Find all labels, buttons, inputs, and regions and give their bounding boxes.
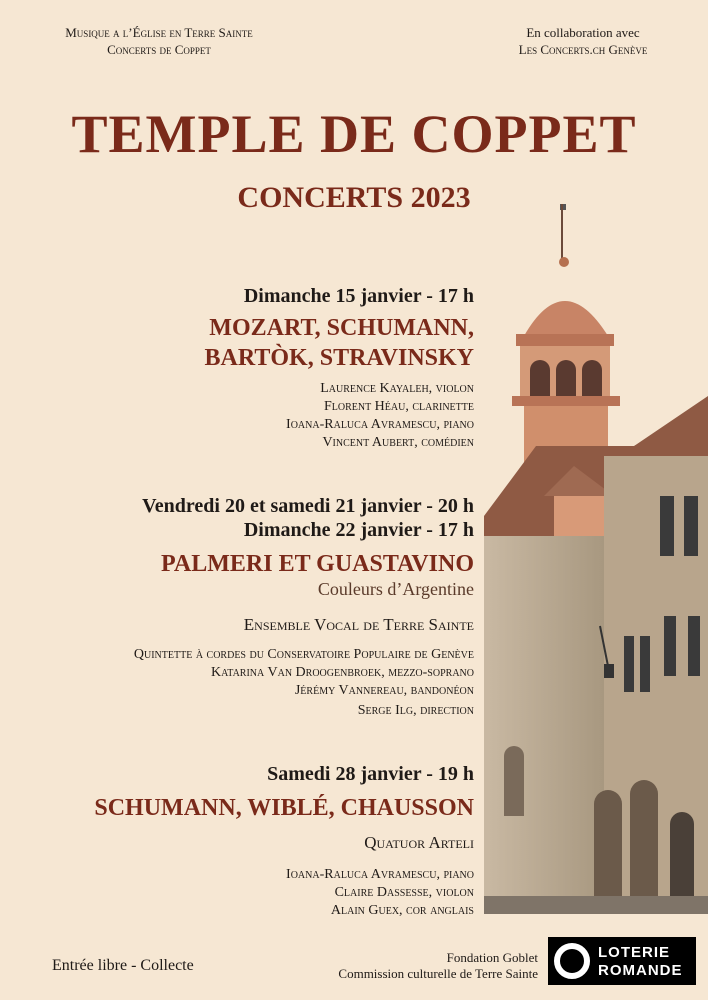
organizer-line-1: Musique a l’Église en Terre Sainte: [65, 25, 253, 40]
logo-line-2: ROMANDE: [598, 962, 683, 979]
concert-2-date-line-2: Dimanche 22 janvier - 17 h: [243, 519, 474, 541]
concert-1-performer-2: Florent Héau, clarinette: [323, 399, 474, 414]
collaboration-line-2: Les Concerts.ch Genève: [518, 42, 648, 57]
sponsor-block: [290, 950, 538, 982]
concert-2-performer-4: Serge Ilg, direction: [357, 703, 474, 718]
concert-3-performer-1: Ioana-Raluca Avramescu, piano: [286, 867, 474, 882]
sponsor-line-2: Commission culturelle de Terre Sainte: [338, 966, 538, 981]
entry-info: Entrée libre - Collecte: [52, 957, 194, 974]
collaboration-line-1: En collaboration avec: [526, 25, 640, 40]
concert-3-performer-3: Alain Guex, cor anglais: [330, 903, 474, 918]
concert-3-composers: SCHUMANN, WIBLÉ, CHAUSSON: [94, 795, 474, 821]
organizer-line-2: Concerts de Coppet: [107, 42, 211, 57]
concert-2-date-line-1: Vendredi 20 et samedi 21 janvier - 20 h: [142, 495, 474, 517]
organizer-block: [44, 24, 274, 58]
loterie-ring-icon: [554, 943, 590, 979]
concert-2-ensemble: Ensemble Vocal de Terre Sainte: [243, 615, 474, 634]
concert-3-date: Samedi 28 janvier - 19 h: [267, 763, 474, 785]
concert-1-performer-3: Ioana-Raluca Avramescu, piano: [286, 417, 474, 432]
concert-2-performer-3: Jérémy Vannereau, bandonéon: [294, 683, 474, 698]
concert-1-performer-4: Vincent Aubert, comédien: [322, 435, 474, 450]
church-building-illustration: [484, 196, 708, 914]
collaboration-block: [488, 24, 678, 58]
sponsor-line-1: Fondation Goblet: [446, 950, 538, 965]
concert-2-performer-1: Quintette à cordes du Conservatoire Populaire de Genève: [133, 647, 474, 662]
concert-3-performer-2: Claire Dassesse, violon: [334, 885, 474, 900]
logo-line-1: LOTERIE: [598, 944, 671, 961]
concert-1-date: Dimanche 15 janvier - 17 h: [243, 285, 474, 307]
concert-1-composers-line-1: MOZART, SCHUMANN,: [209, 315, 474, 341]
concert-2-performer-2: Katarina Van Droogenbroek, mezzo-soprano: [211, 665, 474, 680]
concert-2-composers: PALMERI ET GUASTAVINO: [161, 551, 474, 577]
concert-2-work-title: Couleurs d’Argentine: [317, 579, 474, 599]
concert-1-performer-1: Laurence Kayaleh, violon: [320, 381, 474, 396]
poster-title: TEMPLE DE COPPET: [71, 104, 637, 164]
concert-1-composers-line-2: BARTÒK, STRAVINSKY: [204, 345, 474, 371]
poster-subtitle: CONCERTS 2023: [237, 181, 471, 214]
loterie-romande-logo: [548, 937, 696, 985]
concert-3-ensemble: Quatuor Arteli: [364, 833, 474, 852]
